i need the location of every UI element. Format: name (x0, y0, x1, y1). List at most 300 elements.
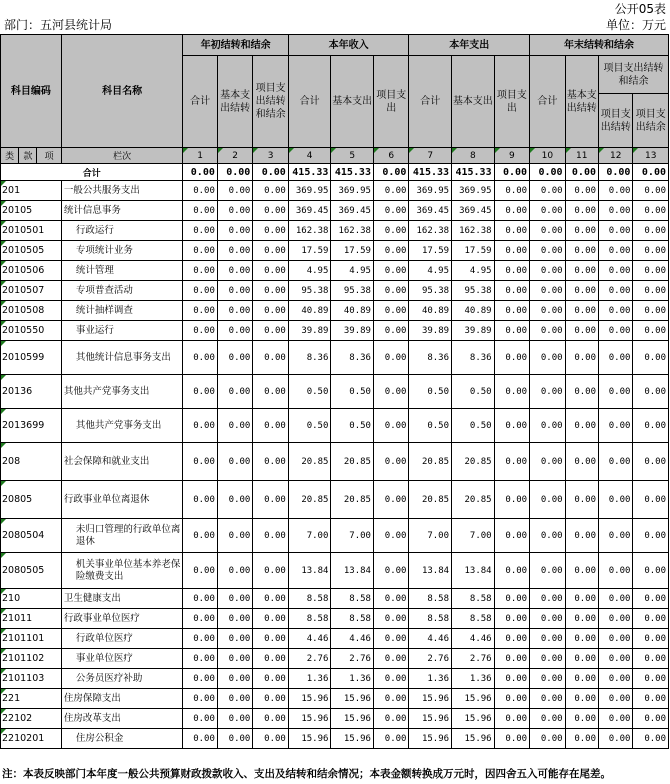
value-cell: 369.45 (409, 201, 452, 221)
total-value-cell: 0.00 (253, 164, 289, 181)
value-cell: 0.00 (253, 409, 289, 443)
value-cell: 0.00 (373, 729, 409, 749)
table-row (1, 629, 669, 649)
total-value-cell: 0.00 (599, 164, 633, 181)
total-value-cell: 415.33 (331, 164, 374, 181)
subject-code-cell: 201 (1, 181, 62, 201)
value-cell: 0.00 (183, 553, 217, 589)
value-cell: 0.00 (494, 689, 530, 709)
value-cell: 0.00 (253, 589, 289, 609)
value-cell: 13.84 (331, 553, 374, 589)
value-cell: 95.38 (288, 281, 331, 301)
value-cell: 0.00 (373, 481, 409, 519)
value-cell: 0.00 (565, 689, 598, 709)
value-cell: 0.00 (633, 375, 669, 409)
value-cell: 1.36 (409, 669, 452, 689)
budget-table (0, 34, 669, 749)
value-cell: 0.00 (217, 201, 252, 221)
value-cell: 0.00 (253, 649, 289, 669)
value-cell: 0.00 (253, 375, 289, 409)
value-cell: 0.00 (183, 321, 217, 341)
column-index-cell: 3 (253, 148, 289, 164)
value-cell: 39.89 (452, 321, 495, 341)
value-cell: 0.00 (494, 609, 530, 629)
value-cell: 17.59 (288, 241, 331, 261)
begin-project-header: 项目支出结转和结余 (253, 56, 289, 148)
value-cell: 0.00 (253, 281, 289, 301)
subject-code-cell: 20105 (1, 201, 62, 221)
table-row (1, 281, 669, 301)
value-cell: 0.00 (530, 321, 565, 341)
value-cell: 20.85 (452, 481, 495, 519)
value-cell: 0.00 (217, 181, 252, 201)
value-cell: 20.85 (452, 443, 495, 481)
column-index-cell: 10 (530, 148, 565, 164)
value-cell: 0.50 (452, 409, 495, 443)
subject-name-cell: 统计信息事务 (61, 201, 183, 221)
subject-name-cell: 住房保障支出 (61, 689, 183, 709)
value-cell: 0.00 (530, 443, 565, 481)
value-cell: 95.38 (452, 281, 495, 301)
value-cell: 0.00 (494, 709, 530, 729)
value-cell: 8.58 (409, 609, 452, 629)
value-cell: 0.00 (217, 609, 252, 629)
subject-name-header: 科目名称 (61, 35, 183, 148)
value-cell: 0.00 (599, 553, 633, 589)
value-cell: 15.96 (452, 689, 495, 709)
value-cell: 0.00 (217, 519, 252, 553)
subject-name-cell: 其他共产党事务支出 (61, 409, 183, 443)
value-cell: 0.00 (599, 689, 633, 709)
value-cell: 0.00 (565, 589, 598, 609)
value-cell: 0.00 (530, 409, 565, 443)
value-cell: 0.00 (599, 261, 633, 281)
value-cell: 0.00 (599, 443, 633, 481)
value-cell: 0.00 (494, 629, 530, 649)
subject-code-cell: 20136 (1, 375, 62, 409)
column-index-cell: 1 (183, 148, 217, 164)
value-cell: 0.00 (530, 481, 565, 519)
subject-code-cell: 210 (1, 589, 62, 609)
value-cell: 0.00 (183, 375, 217, 409)
value-cell: 20.85 (288, 481, 331, 519)
value-cell: 0.00 (373, 519, 409, 553)
value-cell: 0.00 (565, 481, 598, 519)
value-cell: 0.00 (633, 553, 669, 589)
value-cell: 39.89 (409, 321, 452, 341)
value-cell: 1.36 (452, 669, 495, 689)
begin-balance-group-header: 年初结转和结余 (183, 35, 288, 56)
table-row (1, 241, 669, 261)
column-index-cell: 9 (494, 148, 530, 164)
subject-code-cell: 2010507 (1, 281, 62, 301)
value-cell: 0.00 (633, 181, 669, 201)
value-cell: 0.00 (633, 341, 669, 375)
subject-code-cell: 2101101 (1, 629, 62, 649)
value-cell: 0.00 (494, 341, 530, 375)
value-cell: 0.00 (530, 221, 565, 241)
value-cell: 162.38 (288, 221, 331, 241)
value-cell: 0.00 (253, 629, 289, 649)
value-cell: 0.00 (565, 321, 598, 341)
income-group-header: 本年收入 (288, 35, 409, 56)
value-cell: 0.00 (633, 301, 669, 321)
value-cell: 0.00 (253, 201, 289, 221)
value-cell: 0.00 (373, 201, 409, 221)
table-row (1, 409, 669, 443)
value-cell: 0.00 (253, 341, 289, 375)
value-cell: 0.00 (633, 241, 669, 261)
xiang-header: 项 (37, 148, 61, 164)
value-cell: 95.38 (331, 281, 374, 301)
table-row (1, 729, 669, 749)
column-index-cell: 5 (331, 148, 374, 164)
value-cell: 0.00 (373, 553, 409, 589)
table-code: 公开05表 (614, 2, 666, 16)
column-index-label: 栏次 (61, 148, 183, 164)
value-cell: 0.00 (599, 221, 633, 241)
value-cell: 0.00 (373, 261, 409, 281)
value-cell: 0.00 (494, 589, 530, 609)
value-cell: 0.00 (217, 409, 252, 443)
value-cell: 39.89 (331, 321, 374, 341)
value-cell: 0.00 (183, 689, 217, 709)
value-cell: 0.00 (494, 649, 530, 669)
subject-code-cell: 2080505 (1, 553, 62, 589)
value-cell: 369.95 (288, 181, 331, 201)
lei-header: 类 (1, 148, 19, 164)
value-cell: 0.00 (633, 729, 669, 749)
total-label: 合计 (1, 164, 183, 181)
table-row (1, 519, 669, 553)
column-index-cell: 13 (633, 148, 669, 164)
value-cell: 0.00 (633, 709, 669, 729)
value-cell: 0.00 (599, 181, 633, 201)
value-cell: 15.96 (331, 709, 374, 729)
subject-code-cell: 2010505 (1, 241, 62, 261)
value-cell: 8.58 (288, 589, 331, 609)
value-cell: 0.50 (409, 375, 452, 409)
value-cell: 0.00 (530, 519, 565, 553)
value-cell: 0.50 (409, 409, 452, 443)
value-cell: 17.59 (452, 241, 495, 261)
value-cell: 0.00 (565, 375, 598, 409)
value-cell: 0.00 (217, 729, 252, 749)
value-cell: 4.46 (331, 629, 374, 649)
value-cell: 162.38 (331, 221, 374, 241)
value-cell: 8.58 (331, 589, 374, 609)
value-cell: 0.00 (253, 261, 289, 281)
value-cell: 0.00 (494, 481, 530, 519)
table-row (1, 301, 669, 321)
table-row (1, 709, 669, 729)
total-value-cell: 415.33 (409, 164, 452, 181)
value-cell: 0.00 (565, 709, 598, 729)
value-cell: 0.00 (599, 589, 633, 609)
total-value-cell: 0.00 (494, 164, 530, 181)
value-cell: 0.00 (217, 321, 252, 341)
value-cell: 0.00 (633, 519, 669, 553)
table-row (1, 321, 669, 341)
table-row (1, 341, 669, 375)
value-cell: 0.00 (217, 375, 252, 409)
table-row (1, 669, 669, 689)
value-cell: 369.95 (331, 181, 374, 201)
value-cell: 0.00 (494, 375, 530, 409)
subject-code-cell: 2080504 (1, 519, 62, 553)
subject-name-cell: 一般公共服务支出 (61, 181, 183, 201)
total-value-cell: 415.33 (288, 164, 331, 181)
value-cell: 0.00 (494, 261, 530, 281)
value-cell: 0.00 (217, 281, 252, 301)
value-cell: 15.96 (452, 709, 495, 729)
kuan-header: 款 (19, 148, 37, 164)
table-row (1, 201, 669, 221)
value-cell: 0.00 (253, 609, 289, 629)
value-cell: 15.96 (409, 709, 452, 729)
value-cell: 369.45 (288, 201, 331, 221)
value-cell: 1.36 (288, 669, 331, 689)
value-cell: 0.00 (217, 669, 252, 689)
begin-basic-header: 基本支出结转 (217, 56, 252, 148)
value-cell: 0.00 (599, 669, 633, 689)
total-value-cell: 0.00 (373, 164, 409, 181)
total-value-cell: 0.00 (217, 164, 252, 181)
value-cell: 0.00 (183, 281, 217, 301)
value-cell: 20.85 (331, 481, 374, 519)
value-cell: 0.00 (530, 609, 565, 629)
table-row (1, 443, 669, 481)
value-cell: 8.36 (288, 341, 331, 375)
value-cell: 0.00 (599, 321, 633, 341)
value-cell: 0.00 (217, 709, 252, 729)
column-index-cell: 6 (373, 148, 409, 164)
subject-code-cell: 2210201 (1, 729, 62, 749)
value-cell: 0.00 (494, 201, 530, 221)
value-cell: 13.84 (452, 553, 495, 589)
subject-name-cell: 统计管理 (61, 261, 183, 281)
value-cell: 0.00 (183, 201, 217, 221)
value-cell: 0.00 (530, 669, 565, 689)
value-cell: 0.00 (253, 181, 289, 201)
value-cell: 0.00 (217, 241, 252, 261)
subject-name-cell: 行政事业单位医疗 (61, 609, 183, 629)
value-cell: 0.00 (494, 301, 530, 321)
value-cell: 1.36 (331, 669, 374, 689)
value-cell: 0.00 (183, 221, 217, 241)
subject-name-cell: 行政事业单位离退休 (61, 481, 183, 519)
total-value-cell: 415.33 (452, 164, 495, 181)
value-cell: 0.00 (183, 409, 217, 443)
value-cell: 8.58 (452, 609, 495, 629)
income-basic-header: 基本支出 (331, 56, 374, 148)
subject-name-cell: 公务员医疗补助 (61, 669, 183, 689)
total-row (1, 164, 669, 181)
value-cell: 15.96 (331, 689, 374, 709)
value-cell: 0.00 (565, 201, 598, 221)
value-cell: 39.89 (288, 321, 331, 341)
value-cell: 8.58 (409, 589, 452, 609)
value-cell: 0.00 (253, 709, 289, 729)
table-row (1, 553, 669, 589)
value-cell: 0.00 (633, 481, 669, 519)
value-cell: 0.00 (217, 481, 252, 519)
value-cell: 0.00 (565, 261, 598, 281)
value-cell: 95.38 (409, 281, 452, 301)
value-cell: 0.00 (633, 321, 669, 341)
begin-total-header: 合计 (183, 56, 217, 148)
subject-name-cell: 卫生健康支出 (61, 589, 183, 609)
value-cell: 20.85 (409, 443, 452, 481)
table-row (1, 589, 669, 609)
subject-name-cell: 事业单位医疗 (61, 649, 183, 669)
table-row (1, 221, 669, 241)
value-cell: 0.00 (183, 443, 217, 481)
value-cell: 0.00 (530, 201, 565, 221)
value-cell: 20.85 (331, 443, 374, 481)
value-cell: 0.00 (494, 281, 530, 301)
value-cell: 0.50 (452, 375, 495, 409)
value-cell: 4.46 (288, 629, 331, 649)
table-row (1, 649, 669, 669)
subject-name-cell: 其他共产党事务支出 (61, 375, 183, 409)
value-cell: 7.00 (452, 519, 495, 553)
value-cell: 4.95 (409, 261, 452, 281)
value-cell: 0.00 (530, 181, 565, 201)
value-cell: 0.00 (565, 443, 598, 481)
value-cell: 0.00 (530, 729, 565, 749)
value-cell: 0.00 (183, 649, 217, 669)
value-cell: 0.00 (217, 649, 252, 669)
end-project-remain-header: 项目支出结余 (633, 94, 669, 148)
subject-code-cell: 2010550 (1, 321, 62, 341)
value-cell: 0.00 (599, 375, 633, 409)
subject-code-cell: 2101102 (1, 649, 62, 669)
value-cell: 0.00 (183, 669, 217, 689)
expense-group-header: 本年支出 (409, 35, 530, 56)
value-cell: 369.45 (331, 201, 374, 221)
value-cell: 0.00 (217, 553, 252, 589)
value-cell: 40.89 (452, 301, 495, 321)
value-cell: 0.00 (494, 241, 530, 261)
value-cell: 17.59 (331, 241, 374, 261)
value-cell: 0.00 (253, 321, 289, 341)
value-cell: 40.89 (288, 301, 331, 321)
value-cell: 0.00 (217, 221, 252, 241)
value-cell: 0.00 (599, 629, 633, 649)
value-cell: 0.00 (217, 341, 252, 375)
value-cell: 0.00 (530, 241, 565, 261)
value-cell: 0.00 (494, 443, 530, 481)
value-cell: 0.00 (633, 221, 669, 241)
value-cell: 0.00 (494, 669, 530, 689)
value-cell: 0.00 (183, 519, 217, 553)
value-cell: 0.00 (183, 589, 217, 609)
end-basic-header: 基本支出结转 (565, 56, 598, 148)
value-cell: 0.00 (253, 519, 289, 553)
value-cell: 0.00 (530, 375, 565, 409)
value-cell: 0.00 (599, 409, 633, 443)
subject-code-cell: 221 (1, 689, 62, 709)
column-index-cell: 2 (217, 148, 252, 164)
income-total-header: 合计 (288, 56, 331, 148)
total-value-cell: 0.00 (183, 164, 217, 181)
total-value-cell: 0.00 (530, 164, 565, 181)
income-project-header: 项目支出 (373, 56, 409, 148)
value-cell: 0.00 (599, 649, 633, 669)
subject-name-cell: 机关事业单位基本养老保险缴费支出 (61, 553, 183, 589)
value-cell: 0.00 (183, 481, 217, 519)
column-index-cell: 4 (288, 148, 331, 164)
subject-name-cell: 住房公积金 (61, 729, 183, 749)
value-cell: 0.00 (183, 261, 217, 281)
value-cell: 0.00 (530, 341, 565, 375)
value-cell: 8.36 (452, 341, 495, 375)
value-cell: 0.00 (253, 729, 289, 749)
subject-code-cell: 22102 (1, 709, 62, 729)
subject-name-cell: 未归口管理的行政单位离退休 (61, 519, 183, 553)
value-cell: 0.00 (217, 301, 252, 321)
value-cell: 0.00 (373, 181, 409, 201)
value-cell: 369.95 (452, 181, 495, 201)
value-cell: 0.00 (494, 321, 530, 341)
value-cell: 0.00 (217, 689, 252, 709)
value-cell: 0.00 (530, 709, 565, 729)
value-cell: 4.46 (409, 629, 452, 649)
value-cell: 0.00 (253, 689, 289, 709)
value-cell: 4.95 (452, 261, 495, 281)
department-label: 部门：五河县统计局 (4, 18, 113, 32)
value-cell: 0.00 (494, 729, 530, 749)
value-cell: 8.58 (331, 609, 374, 629)
value-cell: 2.76 (288, 649, 331, 669)
value-cell: 0.00 (494, 221, 530, 241)
value-cell: 0.00 (530, 689, 565, 709)
value-cell: 0.00 (217, 443, 252, 481)
column-index-cell: 7 (409, 148, 452, 164)
value-cell: 0.00 (565, 241, 598, 261)
value-cell: 0.00 (373, 443, 409, 481)
total-value-cell: 0.00 (565, 164, 598, 181)
subject-name-cell: 事业运行 (61, 321, 183, 341)
subject-name-cell: 行政运行 (61, 221, 183, 241)
value-cell: 2.76 (409, 649, 452, 669)
column-index-cell: 11 (565, 148, 598, 164)
value-cell: 0.00 (599, 729, 633, 749)
value-cell: 0.00 (599, 241, 633, 261)
table-row (1, 181, 669, 201)
end-project-group-header: 项目支出结转和结余 (599, 56, 669, 94)
value-cell: 8.58 (288, 609, 331, 629)
subject-code-cell: 2010506 (1, 261, 62, 281)
value-cell: 0.00 (599, 519, 633, 553)
subject-name-cell: 住房改革支出 (61, 709, 183, 729)
subject-code-cell: 2101103 (1, 669, 62, 689)
value-cell: 0.00 (633, 689, 669, 709)
value-cell: 0.00 (373, 629, 409, 649)
value-cell: 0.00 (530, 649, 565, 669)
value-cell: 0.00 (633, 281, 669, 301)
table-row (1, 481, 669, 519)
value-cell: 0.00 (530, 261, 565, 281)
value-cell: 0.50 (288, 375, 331, 409)
value-cell: 0.00 (599, 341, 633, 375)
value-cell: 0.00 (253, 481, 289, 519)
value-cell: 0.00 (373, 669, 409, 689)
table-row (1, 609, 669, 629)
value-cell: 0.00 (530, 281, 565, 301)
value-cell: 0.00 (565, 341, 598, 375)
